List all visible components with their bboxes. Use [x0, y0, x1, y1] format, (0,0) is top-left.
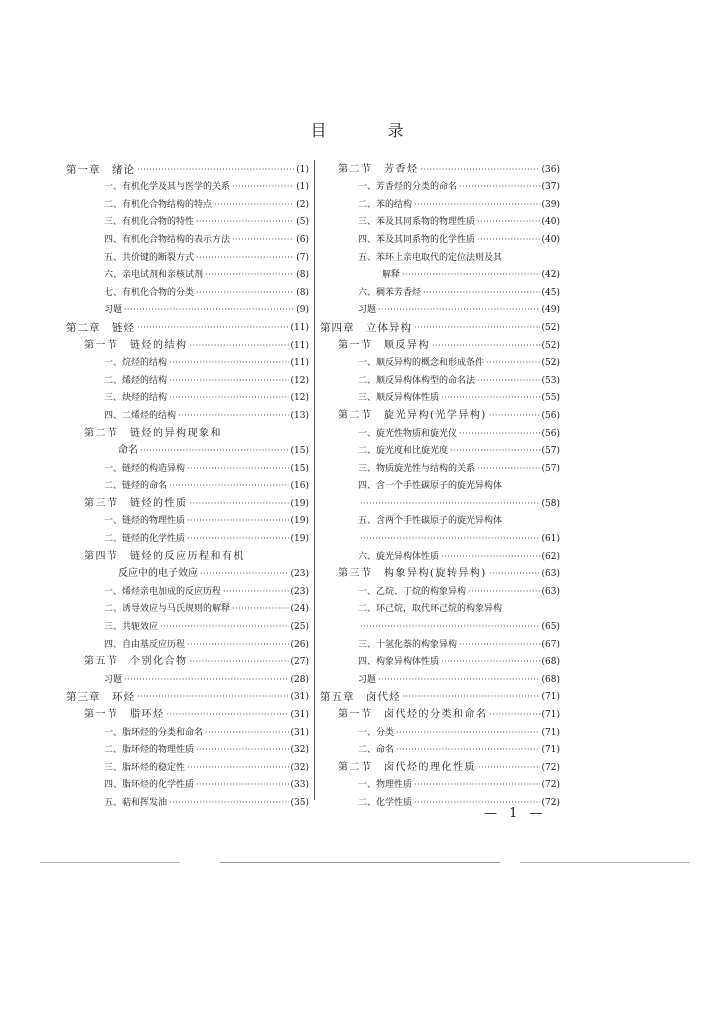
toc-entry-title: 六、稠苯芳香烃 [358, 287, 422, 298]
toc-entry [66, 193, 309, 211]
toc-leader-dots [423, 287, 540, 299]
toc-entry-title: 三、顺反异构体性质 [358, 393, 440, 404]
toc-leader-dots [232, 181, 294, 193]
toc-entry-title: 三、共轭效应 [104, 622, 159, 633]
toc-entry-title: 一、芳香烃的分类的命名 [358, 182, 458, 193]
toc-entry-title: 一、链烃的构造异构 [104, 463, 186, 474]
toc-entry [320, 299, 560, 317]
toc-entry-title: 第一章 绪论 [66, 163, 135, 176]
scan-line-left [40, 862, 180, 863]
toc-entry-page: (56) [541, 428, 560, 439]
toc-entry-title: 命名 [118, 445, 138, 457]
toc-entry-page: (57) [541, 463, 560, 474]
toc-entry-page: (12) [290, 375, 309, 386]
toc-entry [66, 422, 309, 440]
toc-entry-page: (52) [541, 322, 560, 333]
toc-entry [66, 352, 309, 370]
toc-entry [320, 510, 560, 528]
toc-leader-dots [169, 797, 289, 809]
toc-entry [66, 686, 309, 704]
toc-entry [66, 158, 309, 176]
toc-entry [320, 633, 560, 651]
toc-leader-dots [169, 375, 289, 387]
toc-entry-title: 三、十氢化萘的构象异构 [358, 639, 458, 650]
toc-entry-page: (57) [541, 446, 560, 457]
toc-entry-title: 二、旋光度和比旋光度 [358, 446, 449, 457]
toc-entry-page: (62) [541, 551, 560, 562]
toc-entry-title: 四、构象异构体性质 [358, 657, 440, 668]
toc-leader-dots [468, 586, 540, 598]
toc-entry-page: (32) [290, 745, 309, 756]
toc-entry-page: (33) [290, 780, 309, 791]
toc-entry-title: 三、苯及其同系物的物理性质 [358, 217, 476, 228]
toc-entry-title: 二、链烃的化学性质 [104, 534, 186, 545]
toc-entry-title: 五、萜和挥发油 [104, 797, 168, 808]
toc-entry [320, 492, 560, 510]
toc-entry-page: (52) [541, 358, 560, 369]
toc-entry-page: (2) [296, 199, 309, 210]
toc-entry-page: (7) [296, 252, 309, 263]
toc-leader-dots [187, 515, 289, 527]
toc-leader-dots [378, 674, 540, 686]
toc-leader-dots [421, 164, 540, 176]
toc-entry-title: 一、烯烃亲电加成的反应历程 [104, 586, 222, 597]
toc-entry [66, 369, 309, 387]
toc-entry [320, 739, 560, 757]
toc-entry-title: 五、苯环上亲电取代的定位法则及其 [358, 252, 503, 263]
toc-entry-page: (55) [541, 393, 560, 404]
toc-entry-title: 一、分类 [358, 727, 395, 738]
toc-entry [66, 739, 309, 757]
toc-entry [66, 774, 309, 792]
toc-leader-dots [486, 357, 540, 369]
toc-entry-page: (39) [541, 199, 560, 210]
toc-entry-title: 一、顺反异构的概念和形成条件 [358, 358, 485, 369]
toc-leader-dots [478, 762, 540, 774]
toc-leader-dots [477, 234, 540, 246]
toc-entry-page: (27) [290, 657, 309, 668]
toc-entry-title: 二、烯烃的结构 [104, 375, 168, 386]
toc-entry-title: 一、烷烃的结构 [104, 358, 168, 369]
toc-entry-page: (31) [290, 710, 309, 720]
toc-entry-page: (5) [296, 217, 309, 228]
toc-right-column [320, 158, 560, 809]
toc-entry-title: 第二节 芳香烃 [338, 163, 419, 175]
toc-leader-dots [169, 480, 289, 492]
toc-entry-title: 习题 [358, 305, 377, 316]
toc-entry-title: 二、顺反异构体构型的命名法 [358, 375, 476, 386]
toc-entry-title: 二、链烃的命名 [104, 481, 168, 492]
toc-entry-page: (1) [296, 182, 309, 193]
toc-entry-page: (1) [296, 164, 309, 175]
toc-leader-dots [205, 727, 289, 739]
toc-entry-page: (67) [541, 639, 560, 650]
toc-entry-page: (16) [290, 481, 309, 492]
toc-entry-page: (63) [541, 569, 560, 580]
toc-entry [66, 651, 309, 669]
toc-entry-title: 四、脂环烃的化学性质 [104, 780, 195, 791]
toc-entry [320, 334, 560, 352]
toc-entry [66, 281, 309, 299]
toc-leader-dots [196, 216, 294, 228]
toc-entry-page: (28) [290, 674, 309, 685]
toc-entry-page: (11) [290, 340, 309, 351]
toc-entry [320, 721, 560, 739]
toc-entry-page: (6) [296, 234, 309, 245]
toc-leader-dots [124, 304, 294, 316]
toc-leader-dots [169, 357, 289, 369]
toc-leader-dots [477, 216, 540, 228]
toc-entry-title: 一、有机化学及其与医学的关系 [104, 182, 231, 193]
toc-entry [320, 545, 560, 563]
toc-leader-dots [432, 340, 540, 352]
toc-entry-page: (49) [541, 305, 560, 316]
toc-leader-dots [402, 269, 540, 281]
toc-entry-title: 第四节 链烃的反应历程和有机 [84, 550, 245, 562]
toc-leader-dots [360, 533, 540, 545]
toc-leader-dots [477, 375, 540, 387]
toc-entry [320, 228, 560, 246]
toc-entry-page: (40) [541, 217, 560, 228]
toc-entry-title: 第三节 链烃的性质 [84, 497, 188, 509]
toc-entry-page: (58) [541, 498, 560, 509]
toc-leader-dots [360, 621, 540, 633]
toc-leader-dots [190, 498, 289, 510]
toc-leader-dots [137, 691, 289, 703]
toc-leader-dots [489, 410, 540, 422]
toc-entry [320, 193, 560, 211]
toc-leader-dots [124, 674, 289, 686]
toc-entry [320, 369, 560, 387]
toc-entry-title: 四、自由基反应历程 [104, 639, 186, 650]
toc-entry-page: (11) [290, 322, 309, 333]
toc-entry-title: 第二章 链烃 [66, 321, 135, 334]
toc-entry-title: 第三节 构象异构(旋转异构) [338, 568, 487, 580]
toc-leader-dots [223, 586, 289, 598]
toc-entry [66, 703, 309, 721]
toc-entry-page: (52) [541, 340, 560, 351]
toc-entry-page: (19) [290, 498, 309, 509]
toc-entry-page: (31) [290, 692, 309, 703]
toc-entry-page: (63) [541, 586, 560, 597]
toc-entry [66, 563, 309, 581]
toc-leader-dots [205, 269, 294, 281]
toc-leader-dots [403, 691, 540, 703]
toc-leader-dots [360, 498, 540, 510]
toc-leader-dots [450, 445, 540, 457]
toc-entry-title: 第二节 旋光异构(光学异构) [338, 409, 487, 421]
toc-entry [320, 457, 560, 475]
toc-entry [320, 211, 560, 229]
toc-entry [66, 492, 309, 510]
toc-entry-title: 五、含两个手性碳原子的旋光异构体 [358, 516, 503, 527]
toc-entry [66, 527, 309, 545]
toc-entry [320, 668, 560, 686]
toc-entry-page: (71) [541, 710, 560, 720]
toc-entry-title: 第一节 卤代烃的分类和命名 [338, 709, 488, 720]
toc-entry [66, 404, 309, 422]
page-number: — 1 — [484, 806, 547, 821]
toc-entry-title: 三、有机化合物的特性 [104, 217, 195, 228]
toc-leader-dots [169, 392, 289, 404]
toc-entry-title: 第五章 卤代烃 [320, 691, 401, 704]
toc-entry [66, 228, 309, 246]
toc-entry-page: (71) [541, 745, 560, 756]
toc-entry-page: (53) [541, 375, 560, 386]
toc-leader-dots [190, 340, 289, 352]
toc-entry-title: 二、苯的结构 [358, 199, 413, 210]
toc-leader-dots [414, 322, 540, 334]
toc-leader-dots [187, 639, 289, 651]
toc-leader-dots [167, 709, 289, 721]
toc-left-column [66, 158, 309, 809]
scan-line-right [520, 862, 690, 863]
toc-entry [66, 615, 309, 633]
toc-entry-title: 四、二烯烃的结构 [104, 410, 177, 421]
toc-entry-title: 三、炔烃的结构 [104, 393, 168, 404]
toc-entry-title: 第一节 脂环烃 [84, 709, 165, 720]
toc-entry-page: (68) [541, 674, 560, 685]
page-title: 目 录 [310, 121, 432, 140]
toc-leader-dots [178, 410, 289, 422]
toc-entry-title: 四、苯及其同系物的化学性质 [358, 234, 476, 245]
toc-entry-page: (15) [290, 463, 309, 474]
toc-entry-title: 三、脂环烃的稳定性 [104, 762, 186, 773]
toc-entry [320, 387, 560, 405]
toc-entry [320, 686, 560, 704]
toc-entry [320, 475, 560, 493]
toc-entry [320, 158, 560, 176]
toc-entry [320, 703, 560, 721]
toc-entry-title: 六、亲电试剂和亲核试剂 [104, 270, 204, 281]
toc-leader-dots [459, 428, 540, 440]
toc-leader-dots [187, 463, 289, 475]
toc-leader-dots [490, 709, 540, 721]
toc-entry-page: (42) [541, 270, 560, 281]
toc-entry-page: (11) [290, 358, 309, 369]
toc-entry-page: (23) [290, 586, 309, 597]
toc-entry-title: 第二节 卤代烃的理化性质 [338, 761, 476, 773]
toc-entry-page: (8) [296, 270, 309, 281]
toc-entry [66, 510, 309, 528]
toc-entry-page: (23) [290, 569, 309, 580]
toc-entry-title: 习题 [358, 674, 377, 685]
toc-entry-page: (32) [290, 762, 309, 773]
toc-entry [320, 264, 560, 282]
toc-entry-title: 第五节 个别化合物 [84, 656, 188, 668]
toc-entry [66, 211, 309, 229]
toc-entry [66, 721, 309, 739]
toc-leader-dots [187, 762, 289, 774]
toc-entry-page: (40) [541, 234, 560, 245]
toc-entry [66, 246, 309, 264]
toc-leader-dots [414, 199, 540, 211]
toc-entry-title: 二、诱导效应与马氏规则的解释 [104, 604, 231, 615]
toc-entry-page: (24) [290, 604, 309, 615]
toc-entry-title: 二、环己烷，取代环己烷的构象异构 [358, 604, 503, 615]
toc-entry-page: (31) [290, 727, 309, 738]
toc-entry [320, 651, 560, 669]
toc-entry [66, 791, 309, 809]
toc-entry-title: 六、旋光异构体性质 [358, 551, 440, 562]
toc-entry-page: (65) [541, 622, 560, 633]
toc-entry-title: 七、有机化合物的分类 [104, 287, 195, 298]
toc-entry [320, 527, 560, 545]
toc-entry [320, 352, 560, 370]
toc-entry [66, 334, 309, 352]
toc-entry [66, 633, 309, 651]
toc-entry-page: (72) [541, 762, 560, 773]
toc-entry-page: (71) [541, 727, 560, 738]
toc-entry-title: 一、脂环烃的分类和命名 [104, 727, 204, 738]
toc-entry [66, 598, 309, 616]
toc-leader-dots [187, 533, 289, 545]
toc-leader-dots [396, 727, 540, 739]
toc-entry-title: 第一节 链烃的结构 [84, 339, 188, 351]
toc-leader-dots [459, 639, 540, 651]
toc-entry-title: 一、乙烷、丁烷的构象异构 [358, 586, 467, 597]
toc-leader-dots [196, 779, 289, 791]
toc-entry-page: (68) [541, 657, 560, 668]
toc-leader-dots [477, 463, 540, 475]
toc-entry-title: 四、有机化合物结构的表示方法 [104, 234, 231, 245]
toc-entry [66, 387, 309, 405]
toc-entry-title: 习题 [104, 305, 123, 316]
toc-entry [320, 316, 560, 334]
toc-entry-page: (72) [541, 780, 560, 791]
toc-entry [320, 580, 560, 598]
toc-entry [320, 440, 560, 458]
toc-entry-title: 三、物质旋光性与结构的关系 [358, 463, 476, 474]
toc-leader-dots [137, 322, 289, 334]
toc-entry-page: (19) [290, 534, 309, 545]
toc-entry-page: (45) [541, 287, 560, 298]
toc-entry-page: (9) [296, 305, 309, 316]
toc-entry-page: (72) [541, 797, 560, 808]
toc-leader-dots [232, 603, 289, 615]
toc-entry-page: (71) [541, 692, 560, 703]
toc-entry [66, 475, 309, 493]
toc-leader-dots [196, 287, 294, 299]
scan-line-center [220, 862, 500, 863]
toc-entry [320, 176, 560, 194]
toc-entry-page: (25) [290, 622, 309, 633]
toc-entry [320, 422, 560, 440]
toc-entry [66, 756, 309, 774]
toc-entry-page: (26) [290, 639, 309, 650]
toc-entry-page: (61) [541, 534, 560, 545]
toc-leader-dots [441, 551, 540, 563]
toc-leader-dots [137, 164, 294, 176]
toc-entry-page: (19) [290, 516, 309, 527]
toc-entry [320, 756, 560, 774]
toc-entry [66, 457, 309, 475]
toc-entry [320, 615, 560, 633]
toc-entry-title: 五、共价键的断裂方式 [104, 252, 195, 263]
toc-leader-dots [160, 621, 289, 633]
toc-entry [66, 264, 309, 282]
toc-entry [320, 563, 560, 581]
toc-entry-page: (8) [296, 287, 309, 298]
toc-entry-title: 二、命名 [358, 745, 395, 756]
toc-leader-dots [196, 744, 289, 756]
toc-entry [66, 545, 309, 563]
toc-entry-page: (12) [290, 393, 309, 404]
toc-entry-title: 二、化学性质 [358, 797, 413, 808]
toc-entry-title: 第二节 链烃的异构现象和 [84, 427, 222, 439]
toc-leader-dots [441, 656, 540, 668]
toc-entry-page: (36) [541, 164, 560, 175]
toc-entry-title: 一、旋光性物质和旋光仪 [358, 428, 458, 439]
toc-leader-dots [396, 744, 540, 756]
toc-entry-title: 二、脂环烃的物理性质 [104, 745, 195, 756]
toc-leader-dots [200, 568, 289, 580]
toc-entry [66, 176, 309, 194]
toc-entry [66, 316, 309, 334]
toc-entry-page: (13) [290, 410, 309, 421]
toc-leader-dots [232, 234, 294, 246]
toc-leader-dots [459, 181, 540, 193]
toc-entry-page: (35) [290, 797, 309, 808]
toc-leader-dots [378, 304, 540, 316]
toc-leader-dots [414, 779, 540, 791]
column-divider [314, 160, 315, 800]
toc-entry [66, 580, 309, 598]
toc-entry-title: 习题 [104, 674, 123, 685]
toc-entry [320, 246, 560, 264]
toc-leader-dots [196, 252, 294, 264]
toc-leader-dots [214, 199, 294, 211]
toc-leader-dots [140, 445, 289, 457]
toc-entry-title: 解释 [382, 270, 401, 281]
toc-leader-dots [489, 568, 540, 580]
toc-entry-page: (15) [290, 446, 309, 457]
toc-entry [320, 774, 560, 792]
toc-entry-page: (37) [541, 182, 560, 193]
toc-entry [66, 668, 309, 686]
toc-entry [320, 598, 560, 616]
toc-entry [66, 299, 309, 317]
toc-entry [320, 281, 560, 299]
toc-entry-page: (56) [541, 410, 560, 421]
toc-entry-title: 第四章 立体异构 [320, 321, 412, 334]
toc-entry-title: 一、链烃的物理性质 [104, 516, 186, 527]
toc-entry-title: 第一节 顺反异构 [338, 339, 430, 351]
toc-entry-title: 反应中的电子效应 [118, 568, 198, 580]
toc-leader-dots [441, 392, 540, 404]
toc-leader-dots [190, 656, 289, 668]
toc-entry-title: 四、含一个手性碳原子的旋光异构体 [358, 481, 503, 492]
toc-entry [320, 404, 560, 422]
toc-entry-title: 一、物理性质 [358, 780, 413, 791]
toc-entry [66, 440, 309, 458]
toc-entry-title: 第三章 环烃 [66, 691, 135, 704]
toc-entry-title: 二、有机化合物结构的特点 [104, 199, 213, 210]
